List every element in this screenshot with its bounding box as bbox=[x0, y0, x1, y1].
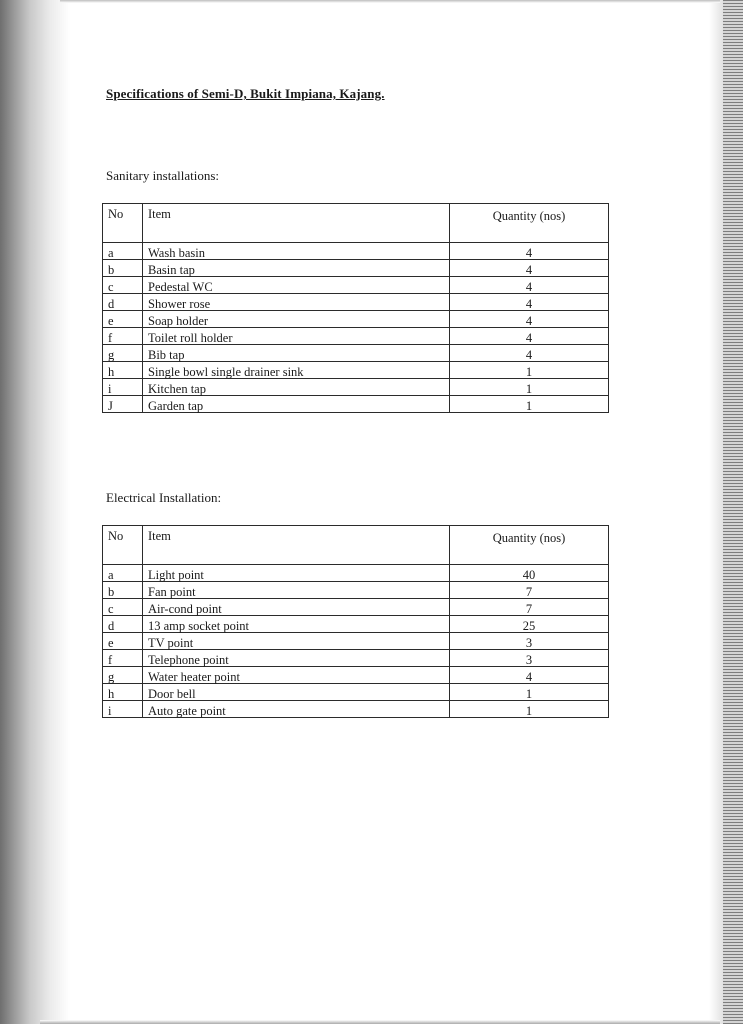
row-number-cell: e bbox=[103, 633, 143, 650]
item-name-cell: Light point bbox=[143, 565, 450, 582]
scan-page-edge bbox=[723, 0, 743, 1024]
table-row bbox=[103, 599, 609, 616]
row-number-cell: g bbox=[103, 345, 143, 362]
quantity-cell: 4 bbox=[450, 667, 609, 684]
item-name-cell: Fan point bbox=[143, 582, 450, 599]
row-number-cell: b bbox=[103, 260, 143, 277]
row-number-cell: J bbox=[103, 396, 143, 413]
row-number-cell: e bbox=[103, 311, 143, 328]
sanitary-installations-table bbox=[102, 203, 609, 413]
column-header-no: No bbox=[103, 204, 143, 243]
scan-binding-shadow bbox=[0, 0, 70, 1024]
row-number-cell: g bbox=[103, 667, 143, 684]
row-number-cell: h bbox=[103, 684, 143, 701]
table-row bbox=[103, 243, 609, 260]
table-row bbox=[103, 328, 609, 345]
quantity-cell: 4 bbox=[450, 243, 609, 260]
table-row bbox=[103, 565, 609, 582]
quantity-cell: 1 bbox=[450, 701, 609, 718]
item-name-cell: Single bowl single drainer sink bbox=[143, 362, 450, 379]
table-row bbox=[103, 362, 609, 379]
quantity-cell: 7 bbox=[450, 599, 609, 616]
item-name-cell: Telephone point bbox=[143, 650, 450, 667]
quantity-cell: 4 bbox=[450, 294, 609, 311]
quantity-cell: 1 bbox=[450, 379, 609, 396]
item-name-cell: Toilet roll holder bbox=[143, 328, 450, 345]
item-name-cell: Kitchen tap bbox=[143, 379, 450, 396]
item-name-cell: Wash basin bbox=[143, 243, 450, 260]
table-row bbox=[103, 667, 609, 684]
scan-top-edge bbox=[60, 0, 720, 3]
item-name-cell: Bib tap bbox=[143, 345, 450, 362]
item-name-cell: Pedestal WC bbox=[143, 277, 450, 294]
quantity-cell: 40 bbox=[450, 565, 609, 582]
table-row bbox=[103, 396, 609, 413]
quantity-cell: 4 bbox=[450, 260, 609, 277]
quantity-cell: 1 bbox=[450, 684, 609, 701]
item-name-cell: Auto gate point bbox=[143, 701, 450, 718]
row-number-cell: c bbox=[103, 277, 143, 294]
quantity-cell: 4 bbox=[450, 311, 609, 328]
sanitary-table-body bbox=[103, 204, 609, 413]
quantity-cell: 1 bbox=[450, 362, 609, 379]
column-header-item: Item bbox=[143, 526, 450, 565]
table-row bbox=[103, 582, 609, 599]
quantity-cell: 4 bbox=[450, 328, 609, 345]
quantity-cell: 25 bbox=[450, 616, 609, 633]
electrical-table-body bbox=[103, 526, 609, 718]
row-number-cell: a bbox=[103, 565, 143, 582]
table-row bbox=[103, 311, 609, 328]
item-name-cell: Water heater point bbox=[143, 667, 450, 684]
table-row bbox=[103, 616, 609, 633]
column-header-no: No bbox=[103, 526, 143, 565]
table-row bbox=[103, 277, 609, 294]
item-name-cell: Garden tap bbox=[143, 396, 450, 413]
column-header-item: Item bbox=[143, 204, 450, 243]
sanitary-section-heading: Sanitary installations: bbox=[106, 168, 220, 183]
row-number-cell: f bbox=[103, 328, 143, 345]
table-row bbox=[103, 633, 609, 650]
scan-edge-fade bbox=[709, 0, 723, 1024]
item-name-cell: Door bell bbox=[143, 684, 450, 701]
row-number-cell: d bbox=[103, 616, 143, 633]
electrical-installation-table bbox=[102, 525, 609, 718]
document-title: Specifications of Semi-D, Bukit Impiana, Kajang. bbox=[106, 86, 385, 101]
row-number-cell: d bbox=[103, 294, 143, 311]
item-name-cell: Basin tap bbox=[143, 260, 450, 277]
item-name-cell: 13 amp socket point bbox=[143, 616, 450, 633]
table-row bbox=[103, 345, 609, 362]
quantity-cell: 3 bbox=[450, 650, 609, 667]
column-header-quantity: Quantity (nos) bbox=[450, 526, 609, 565]
scan-bottom-edge bbox=[40, 1020, 720, 1024]
row-number-cell: b bbox=[103, 582, 143, 599]
table-row bbox=[103, 701, 609, 718]
column-header-quantity: Quantity (nos) bbox=[450, 204, 609, 243]
item-name-cell: Soap holder bbox=[143, 311, 450, 328]
electrical-section-heading: Electrical Installation: bbox=[106, 490, 222, 505]
row-number-cell: c bbox=[103, 599, 143, 616]
quantity-cell: 7 bbox=[450, 582, 609, 599]
table-row bbox=[103, 294, 609, 311]
row-number-cell: h bbox=[103, 362, 143, 379]
item-name-cell: TV point bbox=[143, 633, 450, 650]
row-number-cell: i bbox=[103, 379, 143, 396]
quantity-cell: 4 bbox=[450, 345, 609, 362]
table-row bbox=[103, 684, 609, 701]
quantity-cell: 4 bbox=[450, 277, 609, 294]
table-row bbox=[103, 260, 609, 277]
item-name-cell: Air-cond point bbox=[143, 599, 450, 616]
item-name-cell: Shower rose bbox=[143, 294, 450, 311]
table-header-row bbox=[103, 204, 609, 243]
row-number-cell: f bbox=[103, 650, 143, 667]
row-number-cell: i bbox=[103, 701, 143, 718]
table-row bbox=[103, 650, 609, 667]
quantity-cell: 1 bbox=[450, 396, 609, 413]
row-number-cell: a bbox=[103, 243, 143, 260]
table-row bbox=[103, 379, 609, 396]
quantity-cell: 3 bbox=[450, 633, 609, 650]
table-header-row bbox=[103, 526, 609, 565]
